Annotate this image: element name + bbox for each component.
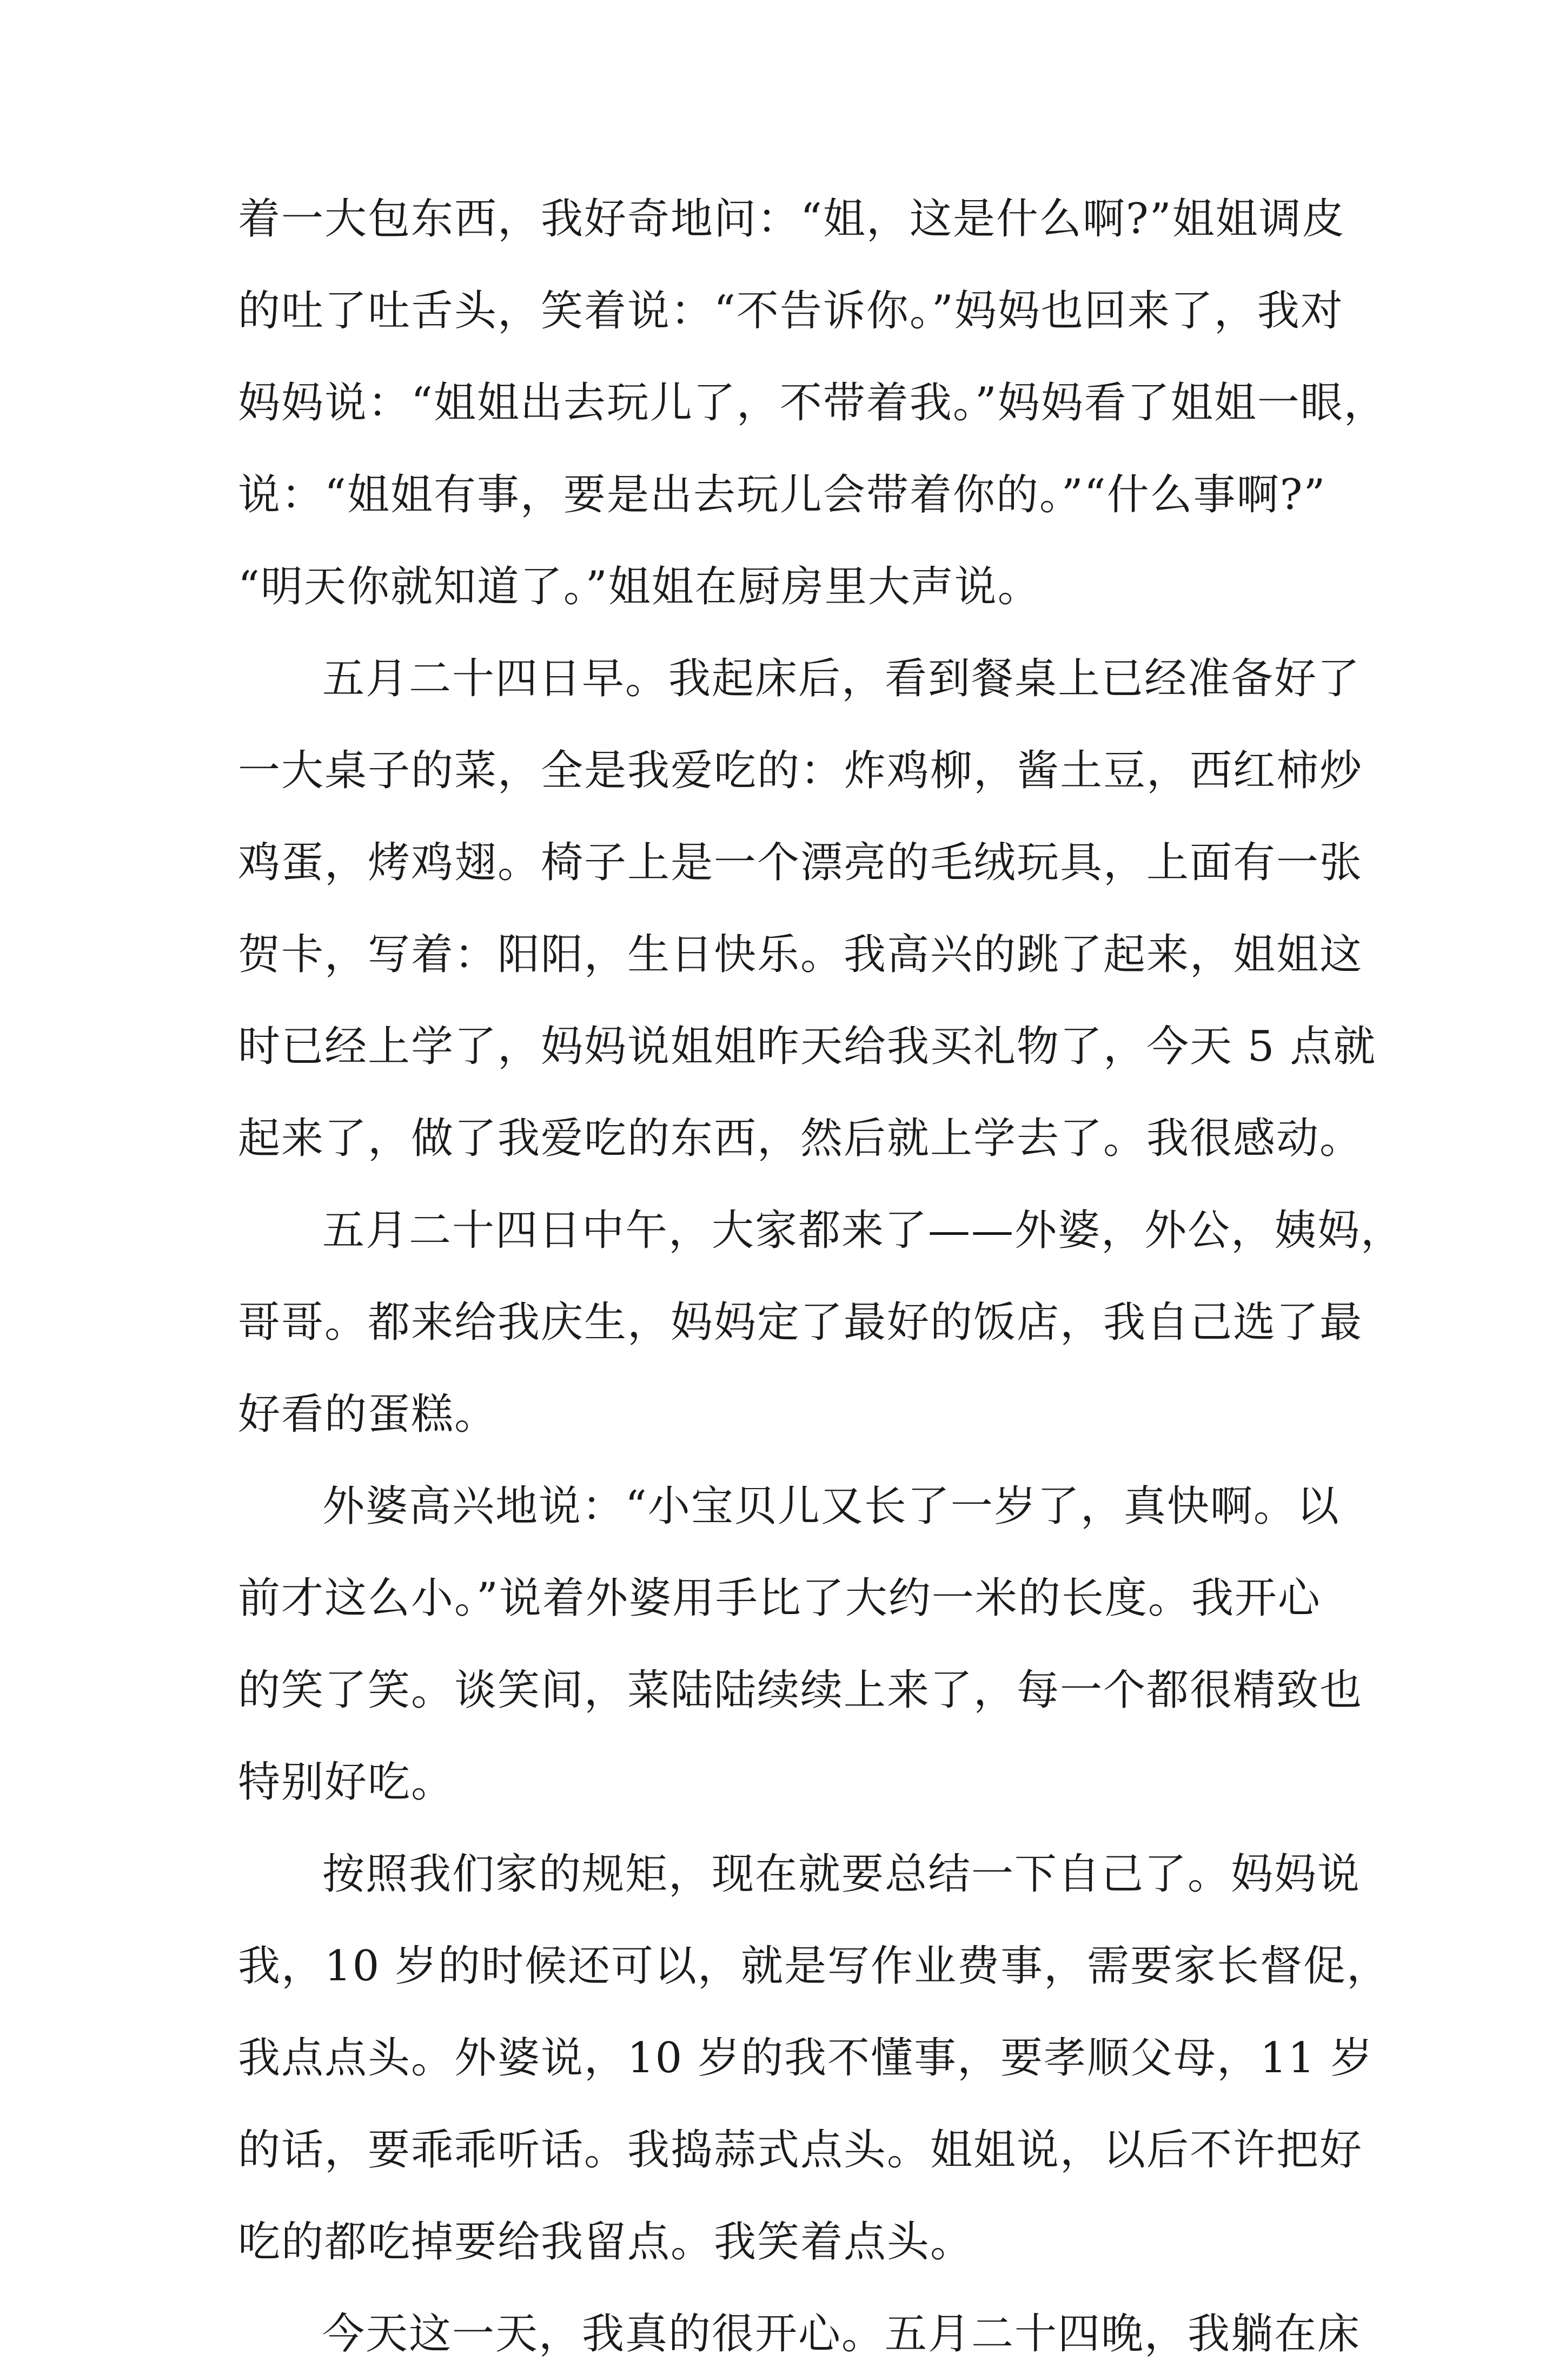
text-line: 的吐了吐舌头，笑着说：“不告诉你。”妈妈也回来了，我对 bbox=[238, 287, 1344, 335]
text-line: 前才这么小。”说着外婆用手比了大约一米的长度。我开心 bbox=[238, 1574, 1321, 1623]
text-line: 贺卡，写着：阳阳，生日快乐。我高兴的跳了起来，姐姐这 bbox=[238, 930, 1363, 979]
text-line: “明天你就知道了。”姐姐在厨房里大声说。 bbox=[238, 563, 1041, 611]
text-line: 吃的都吃掉要给我留点。我笑着点头。 bbox=[238, 2218, 974, 2266]
paragraph-first-line: 五月二十四日中午，大家都来了——外婆，外公，姨妈， bbox=[322, 1206, 1404, 1255]
paragraph-first-line: 外婆高兴地说：“小宝贝儿又长了一岁了，真快啊。以 bbox=[322, 1482, 1340, 1531]
text-line: 好看的蛋糕。 bbox=[238, 1390, 498, 1439]
text-line: 起来了，做了我爱吃的东西，然后就上学去了。我很感动。 bbox=[238, 1114, 1363, 1163]
paragraph-first-line: 按照我们家的规矩，现在就要总结一下自己了。妈妈说 bbox=[322, 1850, 1361, 1899]
text-line: 妈妈说：“姐姐出去玩儿了，不带着我。”妈妈看了姐姐一眼， bbox=[238, 379, 1387, 427]
text-line: 的笑了笑。谈笑间，菜陆陆续续上来了，每一个都很精致也 bbox=[238, 1666, 1363, 1715]
body-text bbox=[238, 173, 1404, 2380]
text-line: 一大桌子的菜，全是我爱吃的：炸鸡柳，酱土豆，西红柿炒 bbox=[238, 746, 1363, 795]
text-line: 我点点头。外婆说，10 岁的我不懂事，要孝顺父母，11 岁 bbox=[238, 2034, 1374, 2082]
text-line: 着一大包东西，我好奇地问：“姐，这是什么啊?”姐姐调皮 bbox=[238, 195, 1345, 243]
text-line: 鸡蛋，烤鸡翅。椅子上是一个漂亮的毛绒玩具，上面有一张 bbox=[238, 838, 1363, 887]
text-line: 我，10 岁的时候还可以，就是写作业费事，需要家长督促， bbox=[238, 1942, 1390, 1991]
paragraph-first-line: 五月二十四日早。我起床后，看到餐桌上已经准备好了 bbox=[322, 654, 1361, 703]
paragraph-first-line: 今天这一天，我真的很开心。五月二十四晚，我躺在床 bbox=[322, 2310, 1361, 2358]
text-line: 的话，要乖乖听话。我捣蒜式点头。姐姐说，以后不许把好 bbox=[238, 2126, 1363, 2174]
text-line: 时已经上学了，妈妈说姐姐昨天给我买礼物了，今天 5 点就 bbox=[238, 1022, 1377, 1071]
text-line: 哥哥。都来给我庆生，妈妈定了最好的饭店，我自己选了最 bbox=[238, 1298, 1363, 1347]
text-line: 说：“姐姐有事，要是出去玩儿会带着你的。”“什么事啊?” bbox=[238, 471, 1327, 519]
text-line: 特别好吃。 bbox=[238, 1758, 455, 1807]
